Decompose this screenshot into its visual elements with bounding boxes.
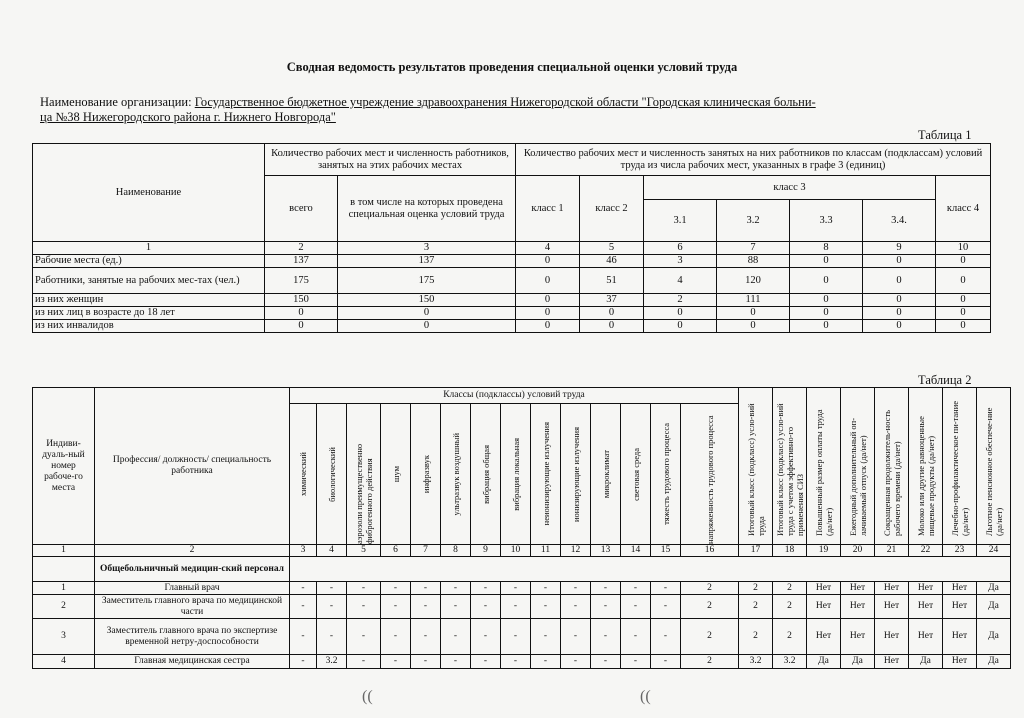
t2-header-extra-4: Сокращенная продолжитель-ность рабочего времени (да/нет)	[875, 388, 909, 545]
t2-cell: -	[290, 582, 317, 595]
t2-cell: -	[621, 595, 651, 619]
t2-cell: -	[561, 619, 591, 655]
t1-header-class4: класс 4	[936, 176, 991, 242]
t2-factor-header: световая среда	[621, 404, 651, 545]
t1-cell: 175	[265, 268, 338, 294]
t2-factor-header: биологический	[317, 404, 347, 545]
t2-colnum: 9	[471, 545, 501, 557]
t1-cell: 0	[338, 307, 516, 320]
t2-colnum: 4	[317, 545, 347, 557]
t2-cell: 2	[681, 655, 739, 669]
t2-cell: Да	[841, 655, 875, 669]
t2-colnum: 24	[977, 545, 1011, 557]
organization-name: Государственное бюджетное учреждение здравоохранения Нижегородской области "Городская клиническая больни- ца №38 Нижегородского района г. Нижнего Новгорода"	[40, 95, 816, 124]
t2-cell: -	[531, 619, 561, 655]
t2-cell: 2	[681, 595, 739, 619]
t2-cell: -	[290, 595, 317, 619]
t2-colnum: 20	[841, 545, 875, 557]
t1-row-name: из них инвалидов	[33, 320, 265, 333]
t1-cell: 0	[936, 320, 991, 333]
t2-cell: -	[621, 582, 651, 595]
t2-cell: Нет	[807, 582, 841, 595]
t2-colnum: 22	[909, 545, 943, 557]
t2-cell: 3.2	[317, 655, 347, 669]
t1-cell: 0	[863, 255, 936, 268]
table2-caption: Таблица 2	[918, 373, 972, 387]
t1-cell: 175	[338, 268, 516, 294]
t2-cell: -	[290, 619, 317, 655]
t2-cell: Да	[807, 655, 841, 669]
t2-cell: 3.2	[773, 655, 807, 669]
t2-colnum: 13	[591, 545, 621, 557]
t1-cell: 0	[717, 307, 790, 320]
t1-cell: 0	[790, 307, 863, 320]
t2-cell: Да	[977, 655, 1011, 669]
t1-cell: 0	[936, 294, 991, 307]
t1-cell: 51	[580, 268, 644, 294]
t1-colnum: 7	[717, 242, 790, 255]
t1-cell: 0	[580, 320, 644, 333]
t2-cell: -	[441, 582, 471, 595]
t2-cell: Нет	[875, 655, 909, 669]
t1-colnum: 9	[863, 242, 936, 255]
t2-colnum: 15	[651, 545, 681, 557]
t2-cell: -	[381, 619, 411, 655]
t1-cell: 0	[265, 320, 338, 333]
t2-cell: -	[651, 582, 681, 595]
t2-factor-header: аэрозоли преимущественно фиброгенного действия	[347, 404, 381, 545]
t1-header-c33: 3.3	[790, 200, 863, 242]
t2-factor-header: инфразвук	[411, 404, 441, 545]
t1-cell: 0	[790, 268, 863, 294]
t1-cell: 0	[265, 307, 338, 320]
t1-colnum: 10	[936, 242, 991, 255]
t2-cell: -	[591, 595, 621, 619]
t2-header-extra-0: Итоговый класс (подкласс) усло-вий труда	[739, 388, 773, 545]
table1-caption: Таблица 1	[918, 128, 972, 142]
t2-row-num: 3	[33, 619, 95, 655]
t2-cell: Нет	[875, 595, 909, 619]
t2-cell: 2	[681, 582, 739, 595]
t2-cell: -	[347, 595, 381, 619]
t2-factor-header: ультразвук воздушный	[441, 404, 471, 545]
t2-colnum: 5	[347, 545, 381, 557]
t2-header-extra-3: Ежегодный дополнительный оп-лачиваемый отпуск (да/нет)	[841, 388, 875, 545]
t1-cell: 37	[580, 294, 644, 307]
t2-cell: Нет	[909, 582, 943, 595]
t2-row-num: 1	[33, 582, 95, 595]
t2-cell: -	[651, 655, 681, 669]
t1-row-name: из них женщин	[33, 294, 265, 307]
t2-cell: -	[501, 582, 531, 595]
t2-factor-header: ионизирующие излучения	[561, 404, 591, 545]
t2-header-extra-5: Молоко или другие равноценные пищевые продукты (да/нет)	[909, 388, 943, 545]
t2-factor-header: микроклимат	[591, 404, 621, 545]
t2-cell: 2	[773, 582, 807, 595]
t1-cell: 0	[863, 307, 936, 320]
t1-header-name: Наименование	[33, 144, 265, 242]
t1-row-name: из них лиц в возрасте до 18 лет	[33, 307, 265, 320]
t2-cell: -	[621, 655, 651, 669]
t1-header-assessed: в том числе на которых проведена специальная оценка условий труда	[338, 176, 516, 242]
t2-factor-header: вибрация локальная	[501, 404, 531, 545]
t2-cell: -	[317, 582, 347, 595]
t1-header-c31: 3.1	[644, 200, 717, 242]
t2-cell: -	[381, 595, 411, 619]
t1-colnum: 5	[580, 242, 644, 255]
t2-cell: -	[471, 619, 501, 655]
t2-factor-header: неионизирующие излучения	[531, 404, 561, 545]
t2-cell: -	[531, 582, 561, 595]
bottom-mark-left: ((	[362, 688, 373, 705]
t2-cell: -	[561, 655, 591, 669]
t2-cell: 2	[739, 582, 773, 595]
t1-row	[33, 307, 991, 320]
t1-header-class2: класс 2	[580, 176, 644, 242]
t2-colnum: 23	[943, 545, 977, 557]
t1-cell: 0	[516, 294, 580, 307]
t2-colnum: 6	[381, 545, 411, 557]
t1-cell: 0	[863, 294, 936, 307]
t1-cell: 0	[936, 255, 991, 268]
t1-cell: 0	[863, 268, 936, 294]
t2-colnum: 3	[290, 545, 317, 557]
t2-factor-header: шум	[381, 404, 411, 545]
t1-cell: 0	[936, 307, 991, 320]
organization-label: Наименование организации:	[40, 95, 192, 109]
t2-cell: -	[411, 619, 441, 655]
t1-header-group-b: Количество рабочих мест и численность занятых на них работников по классам (подклассам) условий труда из числа рабочих мест, указанных в графе 3 (единиц)	[516, 144, 991, 176]
t1-cell: 137	[338, 255, 516, 268]
table2	[32, 387, 1011, 669]
t2-colnum: 11	[531, 545, 561, 557]
t2-cell: -	[501, 655, 531, 669]
t1-row-name: Рабочие места (ед.)	[33, 255, 265, 268]
t1-colnum: 6	[644, 242, 717, 255]
t2-cell: Нет	[841, 582, 875, 595]
t1-cell: 137	[265, 255, 338, 268]
t2-factor-header: вибрация общая	[471, 404, 501, 545]
t2-cell: Нет	[841, 619, 875, 655]
t2-row-num: 4	[33, 655, 95, 669]
t2-cell: -	[561, 582, 591, 595]
t2-cell: Да	[977, 595, 1011, 619]
t2-row-profession: Заместитель главного врача по экспертизе временной нетру-доспособности	[95, 619, 290, 655]
organization-line	[40, 95, 990, 125]
t2-colnum: 17	[739, 545, 773, 557]
t2-cell: 2	[773, 595, 807, 619]
t2-row	[33, 595, 1011, 619]
t2-colnum: 14	[621, 545, 651, 557]
t2-factor-header: тяжесть трудового процесса	[651, 404, 681, 545]
t2-cell: -	[471, 582, 501, 595]
t2-cell: Да	[909, 655, 943, 669]
t2-cell: -	[441, 655, 471, 669]
t1-col-numbers	[33, 242, 991, 255]
t2-header-extra-6: Лечебно-профилактическое пи-тание (да/нет)	[943, 388, 977, 545]
page-title: Сводная ведомость результатов проведения специальной оценки условий труда	[286, 60, 738, 74]
t1-cell: 0	[516, 255, 580, 268]
t2-cell: Нет	[943, 655, 977, 669]
t2-cell: Нет	[909, 595, 943, 619]
t2-cell: -	[290, 655, 317, 669]
t2-cell: 3.2	[739, 655, 773, 669]
t2-row	[33, 619, 1011, 655]
t2-header-num: Индиви-дуаль-ный номер рабоче-го места	[33, 388, 95, 545]
t1-header-class1: класс 1	[516, 176, 580, 242]
t2-cell: -	[381, 582, 411, 595]
t2-colnum: 2	[95, 545, 290, 557]
t2-cell: -	[591, 582, 621, 595]
t2-cell: -	[651, 619, 681, 655]
t2-row-num: 2	[33, 595, 95, 619]
t2-cell: -	[501, 595, 531, 619]
t2-cell: -	[381, 655, 411, 669]
t1-row	[33, 255, 991, 268]
t1-colnum: 4	[516, 242, 580, 255]
t1-colnum: 2	[265, 242, 338, 255]
t2-cell: Да	[977, 582, 1011, 595]
t2-cell: -	[651, 595, 681, 619]
t1-header-c32: 3.2	[717, 200, 790, 242]
t2-cell: Нет	[943, 582, 977, 595]
t2-row-profession: Главная медицинская сестра	[95, 655, 290, 669]
t2-cell: -	[347, 582, 381, 595]
t2-header-extra-2: Повышенный размер оплаты труда (да/нет)	[807, 388, 841, 545]
t2-row-profession: Заместитель главного врача по медицинской части	[95, 595, 290, 619]
t1-cell: 0	[936, 268, 991, 294]
bottom-mark-right: ((	[640, 688, 651, 705]
t1-header-group-a: Количество рабочих мест и численность работников, занятых на этих рабочих местах	[265, 144, 516, 176]
t2-cell: -	[411, 655, 441, 669]
t2-colnum: 10	[501, 545, 531, 557]
t2-cell: -	[441, 595, 471, 619]
t2-header-profession: Профессия/ должность/ специальность работника	[95, 388, 290, 545]
t2-cell: Нет	[875, 582, 909, 595]
t2-header-classes-group: Классы (подклассы) условий труда	[290, 388, 739, 404]
t1-cell: 4	[644, 268, 717, 294]
t2-header-extra-1: Итоговый класс (подкласс) усло-вий труда с учетом эффективно-го применения СИЗ	[773, 388, 807, 545]
t1-cell: 88	[717, 255, 790, 268]
t1-colnum: 3	[338, 242, 516, 255]
t2-colnum: 1	[33, 545, 95, 557]
t1-cell: 120	[717, 268, 790, 294]
t2-cell: Нет	[875, 619, 909, 655]
t1-cell: 150	[338, 294, 516, 307]
t2-cell: -	[441, 619, 471, 655]
t2-cell: -	[471, 655, 501, 669]
t2-factor-header: напряженность трудового процесса	[681, 404, 739, 545]
t2-cell: -	[621, 619, 651, 655]
t1-cell: 0	[516, 268, 580, 294]
t1-cell: 0	[644, 307, 717, 320]
t2-cell: Нет	[909, 619, 943, 655]
t2-cell: -	[471, 595, 501, 619]
t2-colnum: 19	[807, 545, 841, 557]
t1-row	[33, 294, 991, 307]
t1-cell: 111	[717, 294, 790, 307]
t1-cell: 0	[516, 307, 580, 320]
t1-cell: 150	[265, 294, 338, 307]
t2-cell: -	[411, 582, 441, 595]
t2-cell: -	[411, 595, 441, 619]
t2-colnum: 7	[411, 545, 441, 557]
t2-cell: 2	[739, 595, 773, 619]
t2-factor-header: химический	[290, 404, 317, 545]
t2-cell: 2	[739, 619, 773, 655]
t2-colnum: 8	[441, 545, 471, 557]
t2-section-num	[33, 557, 95, 582]
t2-cell: Нет	[807, 619, 841, 655]
t2-colnum: 18	[773, 545, 807, 557]
t2-cell: -	[347, 655, 381, 669]
t2-cell: Да	[977, 619, 1011, 655]
t1-cell: 0	[790, 320, 863, 333]
t2-cell: -	[531, 595, 561, 619]
t2-header-extra-7: Льготное пенсионное обеспече-ние (да/нет)	[977, 388, 1011, 545]
t1-row	[33, 268, 991, 294]
t1-cell: 46	[580, 255, 644, 268]
t2-section-fill	[290, 557, 1011, 582]
t1-colnum: 1	[33, 242, 265, 255]
t2-cell: -	[317, 595, 347, 619]
t2-cell: Нет	[841, 595, 875, 619]
t2-colnum: 12	[561, 545, 591, 557]
t1-colnum: 8	[790, 242, 863, 255]
t2-cell: Нет	[807, 595, 841, 619]
t2-row	[33, 582, 1011, 595]
t2-cell: -	[317, 619, 347, 655]
t1-cell: 0	[717, 320, 790, 333]
t1-header-c34: 3.4.	[863, 200, 936, 242]
t1-cell: 0	[580, 307, 644, 320]
t2-row-profession: Главный врач	[95, 582, 290, 595]
table1	[32, 143, 991, 333]
t1-row	[33, 320, 991, 333]
t2-cell: -	[531, 655, 561, 669]
t2-cell: -	[591, 655, 621, 669]
t2-cell: Нет	[943, 619, 977, 655]
t1-header-total: всего	[265, 176, 338, 242]
t2-cell: 2	[773, 619, 807, 655]
t1-header-class3: класс 3	[644, 176, 936, 200]
t2-colnum: 16	[681, 545, 739, 557]
t2-cell: -	[347, 619, 381, 655]
t1-cell: 0	[516, 320, 580, 333]
t2-cell: Нет	[943, 595, 977, 619]
t2-cell: -	[501, 619, 531, 655]
t1-cell: 2	[644, 294, 717, 307]
t1-row-name: Работники, занятые на рабочих мес-тах (чел.)	[33, 268, 265, 294]
t2-cell: -	[561, 595, 591, 619]
t1-cell: 0	[790, 255, 863, 268]
t2-section-title: Общебольничный медицин-ский персонал	[95, 557, 290, 582]
t2-colnum: 21	[875, 545, 909, 557]
t1-cell: 0	[863, 320, 936, 333]
t2-cell: -	[591, 619, 621, 655]
t1-cell: 3	[644, 255, 717, 268]
t1-cell: 0	[338, 320, 516, 333]
t1-cell: 0	[644, 320, 717, 333]
t2-cell: 2	[681, 619, 739, 655]
t2-row	[33, 655, 1011, 669]
t1-cell: 0	[790, 294, 863, 307]
